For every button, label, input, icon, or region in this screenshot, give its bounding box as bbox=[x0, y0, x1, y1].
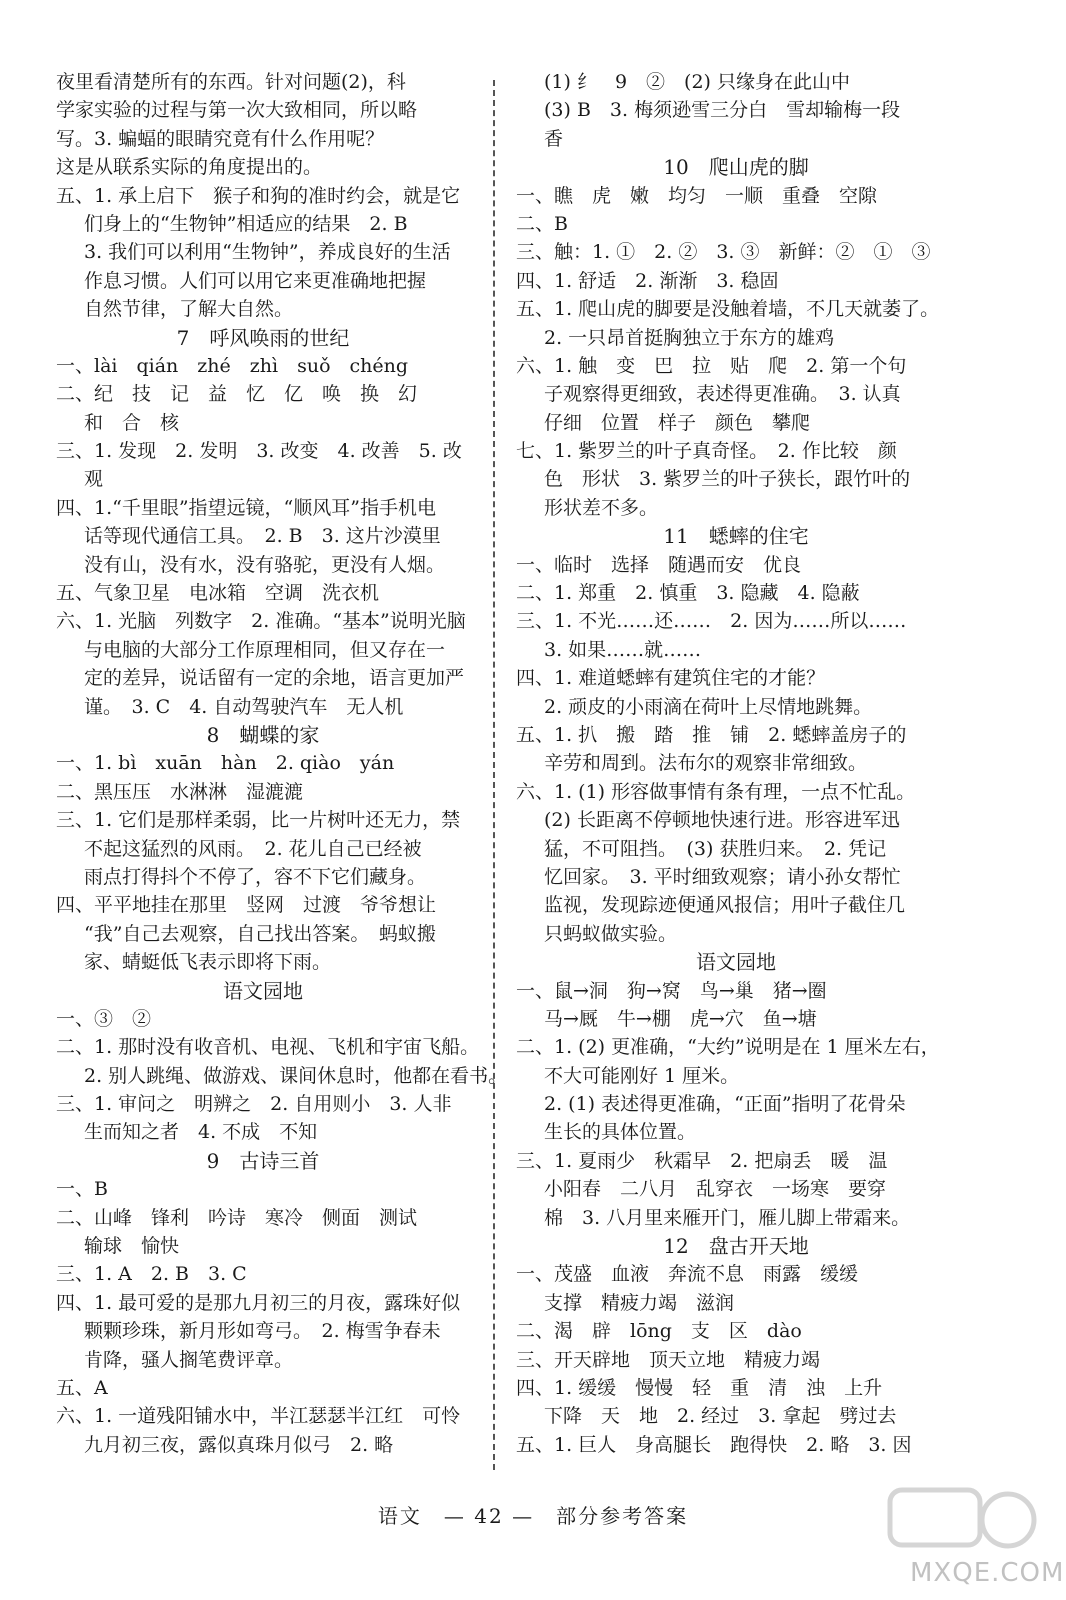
answer-line: 二、山峰 锋利 吟诗 寒冷 侧面 测试 bbox=[56, 1206, 418, 1229]
answer-line: 没有山，没有水，没有骆驼，更没有人烟。 bbox=[84, 553, 446, 576]
answer-line: 五、A bbox=[56, 1376, 108, 1399]
answer-line: 棉 3. 八月里来雁开门，雁儿脚上带霜来。 bbox=[544, 1206, 911, 1229]
answer-line: 六、1. 一道残阳铺水中，半江瑟瑟半江红 可怜 bbox=[56, 1405, 461, 1428]
answer-line: 九月初三夜，露似真珠月似弓 2. 略 bbox=[84, 1433, 394, 1456]
answer-line: 一、茂盛 血液 奔流不息 雨露 缓缓 bbox=[516, 1263, 859, 1286]
answer-line: 和 合 核 bbox=[84, 411, 180, 434]
answer-line: 2. 别人跳绳、做游戏、课间休息时，他都在看书。 bbox=[84, 1064, 508, 1087]
answer-line: 五、1. 承上启下 猴子和狗的准时约会，就是它 bbox=[56, 184, 461, 207]
section-title: 语文园地 bbox=[696, 950, 776, 975]
right-column bbox=[516, 68, 956, 1459]
answer-line: 四、1. 缓缓 慢慢 轻 重 清 浊 上升 bbox=[516, 1376, 883, 1399]
answer-line: 定的差异，说话留有一定的余地，语言更加严 bbox=[84, 667, 465, 690]
answer-line: 二、1. 那时没有收音机、电视、飞机和宇宙飞船。 bbox=[56, 1036, 480, 1059]
answer-line: 肯降，骚人搁笔费评章。 bbox=[84, 1348, 294, 1371]
watermark-text: MXQE.COM bbox=[910, 1558, 1065, 1588]
answer-line: 家、蜻蜓低飞表示即将下雨。 bbox=[84, 951, 332, 974]
answer-line: 支撑 精疲力竭 滋润 bbox=[544, 1291, 735, 1314]
answer-line: 三、1. 它们是那样柔弱，比一片树叶还无力，禁 bbox=[56, 809, 461, 832]
section-title: 9 古诗三首 bbox=[206, 1148, 320, 1173]
answer-line: 六、1. 光脑 列数字 2. 准确。“基本”说明光脑 bbox=[56, 610, 466, 633]
answer-line: 一、临时 选择 随遇而安 优良 bbox=[516, 553, 802, 576]
answer-line: 二、黑压压 水淋淋 湿漉漉 bbox=[56, 780, 304, 803]
answer-line: 六、1. (1) 形容做事情有条有理，一点不忙乱。 bbox=[516, 780, 916, 803]
answer-line: “我”自己去观察，自己找出答案。 蚂蚁搬 bbox=[84, 922, 436, 945]
answer-line: 二、1. (2) 更准确，“大约”说明是在 1 厘米左右， bbox=[516, 1036, 940, 1059]
answer-line: 3. 我们可以利用“生物钟”，养成良好的生活 bbox=[84, 241, 451, 264]
answer-line: 3. 如果……就…… bbox=[544, 638, 702, 661]
answer-line: 2. 一只昂首挺胸独立于东方的雄鸡 bbox=[544, 326, 835, 349]
answer-line: 不起这猛烈的风雨。 2. 花儿自己已经被 bbox=[84, 837, 422, 860]
answer-line: 五、1. 爬山虎的脚要是没触着墙，不几天就萎了。 bbox=[516, 298, 940, 321]
answer-line: 作息习惯。人们可以用它来更准确地把握 bbox=[84, 269, 427, 292]
answer-line: 输球 愉快 bbox=[84, 1235, 180, 1258]
section-title: 8 蝴蝶的家 bbox=[206, 722, 320, 747]
answer-line: 生而知之者 4. 不成 不知 bbox=[84, 1121, 318, 1144]
answer-line: 四、平平地挂在那里 竖网 过渡 爷爷想让 bbox=[56, 894, 437, 917]
answer-line: 五、气象卫星 电冰箱 空调 洗衣机 bbox=[56, 582, 380, 605]
answer-line: 七、1. 紫罗兰的叶子真奇怪。 2. 作比较 颜 bbox=[516, 440, 897, 463]
answer-line: 观 bbox=[84, 468, 104, 491]
answer-line: 们身上的“生物钟”相适应的结果 2. B bbox=[84, 212, 408, 235]
answer-line: 颗颗珍珠，新月形如弯弓。 2. 梅雪争春未 bbox=[84, 1320, 441, 1343]
answer-line: 四、1. 难道蟋蟀有建筑住宅的才能？ bbox=[516, 667, 826, 690]
answer-line: 猛，不可阻挡。 (3) 获胜归来。 2. 凭记 bbox=[544, 837, 887, 860]
left-column bbox=[56, 68, 508, 1459]
answer-line: 一、鼠→洞 狗→窝 鸟→巢 猪→圈 bbox=[516, 979, 827, 1002]
answer-line: 五、1. 巨人 身高腿长 跑得快 2. 略 3. 因 bbox=[516, 1433, 912, 1456]
answer-line: 一、1. bì xuān hàn 2. qiào yán bbox=[56, 752, 395, 775]
answer-line: 六、1. 触 变 巴 拉 贴 爬 2. 第一个句 bbox=[516, 354, 907, 377]
answer-line: 四、1. 舒适 2. 渐渐 3. 稳固 bbox=[516, 269, 779, 292]
section-title: 语文园地 bbox=[223, 978, 303, 1003]
answer-line: 学家实验的过程与第一次大致相同，所以略 bbox=[56, 99, 418, 122]
answer-line: 夜里看清楚所有的东西。针对问题(2)，科 bbox=[56, 71, 406, 93]
answer-line: 谨。 3. C 4. 自动驾驶汽车 无人机 bbox=[84, 695, 404, 718]
answer-line: 下降 天 地 2. 经过 3. 拿起 劈过去 bbox=[544, 1405, 897, 1428]
answer-line: 二、纪 技 记 益 忆 亿 唤 换 幻 bbox=[56, 383, 418, 406]
answer-line: 辛劳和周到。法布尔的观察非常细致。 bbox=[544, 752, 868, 775]
answer-line: 忆回家。 3. 平时细致观察；请小孙女帮忙 bbox=[544, 865, 901, 888]
answer-line: 仔细 位置 样子 颜色 攀爬 bbox=[544, 411, 811, 434]
answer-line: 一、瞧 虎 嫩 均匀 一顺 重叠 空隙 bbox=[516, 184, 878, 207]
section-title: 12 盘古开天地 bbox=[663, 1234, 809, 1259]
answer-line: (1) 纟 9 ② (2) 只缘身在此山中 bbox=[544, 71, 850, 93]
answer-line: 2. 顽皮的小雨滴在荷叶上尽情地跳舞。 bbox=[544, 695, 873, 718]
answer-line: 二、B bbox=[516, 212, 568, 235]
answer-line: 一、lài qián zhé zhì suǒ chéng bbox=[56, 354, 409, 377]
page-footer: 语文 — 42 — 部分参考答案 bbox=[377, 1504, 689, 1528]
section-title: 11 蟋蟀的住宅 bbox=[663, 524, 809, 549]
answer-line: 五、1. 扒 搬 踏 推 铺 2. 蟋蟀盖房子的 bbox=[516, 723, 907, 746]
answer-line: (3) B 3. 梅须逊雪三分白 雪却输梅一段 bbox=[544, 99, 901, 122]
answer-line: 小阳春 二八月 乱穿衣 一场寒 要穿 bbox=[544, 1178, 887, 1201]
column-divider bbox=[493, 80, 495, 1470]
answer-line: 马→厩 牛→棚 虎→穴 鱼→塘 bbox=[544, 1007, 817, 1030]
answer-line: 生长的具体位置。 bbox=[544, 1121, 697, 1144]
answer-line: (2) 长距离不停顿地快速行进。形容进军迅 bbox=[544, 809, 900, 832]
answer-line: 与电脑的大部分工作原理相同，但又存在一 bbox=[84, 638, 446, 661]
answer-line: 监视，发现踪迹便通风报信；用叶子截住几 bbox=[544, 894, 906, 917]
answer-line: 二、渴 辟 lōng 支 区 dào bbox=[516, 1320, 802, 1343]
answer-line: 话等现代通信工具。 2. B 3. 这片沙漠里 bbox=[84, 525, 441, 548]
answer-line: 写。3. 蝙蝠的眼睛究竟有什么作用呢？ bbox=[56, 127, 385, 150]
answer-line: 子观察得更细致，表述得更准确。 3. 认真 bbox=[544, 383, 901, 406]
answer-line: 形状差不多。 bbox=[544, 496, 659, 519]
answer-line: 三、1. 不光……还…… 2. 因为……所以…… bbox=[516, 610, 907, 633]
answer-line: 这是从联系实际的角度提出的。 bbox=[56, 156, 323, 179]
answer-line: 三、1. 发现 2. 发明 3. 改变 4. 改善 5. 改 bbox=[56, 440, 462, 463]
answer-line: 三、触：1. ① 2. ② 3. ③ 新鲜：② ① ③ bbox=[516, 241, 931, 264]
answer-line: 香 bbox=[544, 127, 564, 150]
answer-line: 只蚂蚁做实验。 bbox=[544, 922, 678, 945]
answer-line: 四、1.“千里眼”指望远镜，“顺风耳”指手机电 bbox=[56, 496, 436, 519]
answer-line: 三、1. A 2. B 3. C bbox=[56, 1263, 247, 1286]
answer-line: 雨点打得抖个不停了，容不下它们藏身。 bbox=[84, 865, 427, 888]
answer-line: 2. (1) 表述得更准确，“正面”指明了花骨朵 bbox=[544, 1093, 906, 1116]
answer-line: 三、1. 审问之 明辨之 2. 自用则小 3. 人非 bbox=[56, 1093, 452, 1116]
answer-line: 三、开天辟地 顶天立地 精疲力竭 bbox=[516, 1348, 821, 1371]
answer-line: 色 形状 3. 紫罗兰的叶子狭长，跟竹叶的 bbox=[544, 468, 911, 491]
answer-line: 二、1. 郑重 2. 慎重 3. 隐藏 4. 隐蔽 bbox=[516, 582, 860, 605]
section-title: 10 爬山虎的脚 bbox=[663, 155, 809, 180]
answer-line: 三、1. 夏雨少 秋霜早 2. 把扇丢 暖 温 bbox=[516, 1149, 888, 1172]
answer-line: 一、③ ② bbox=[56, 1007, 152, 1030]
answer-line: 一、B bbox=[56, 1178, 108, 1201]
answer-line: 不大可能刚好 1 厘米。 bbox=[544, 1064, 740, 1087]
section-title: 7 呼风唤雨的世纪 bbox=[176, 325, 350, 350]
answer-line: 四、1. 最可爱的是那九月初三的月夜，露珠好似 bbox=[56, 1291, 461, 1314]
answer-line: 自然节律，了解大自然。 bbox=[84, 298, 294, 321]
